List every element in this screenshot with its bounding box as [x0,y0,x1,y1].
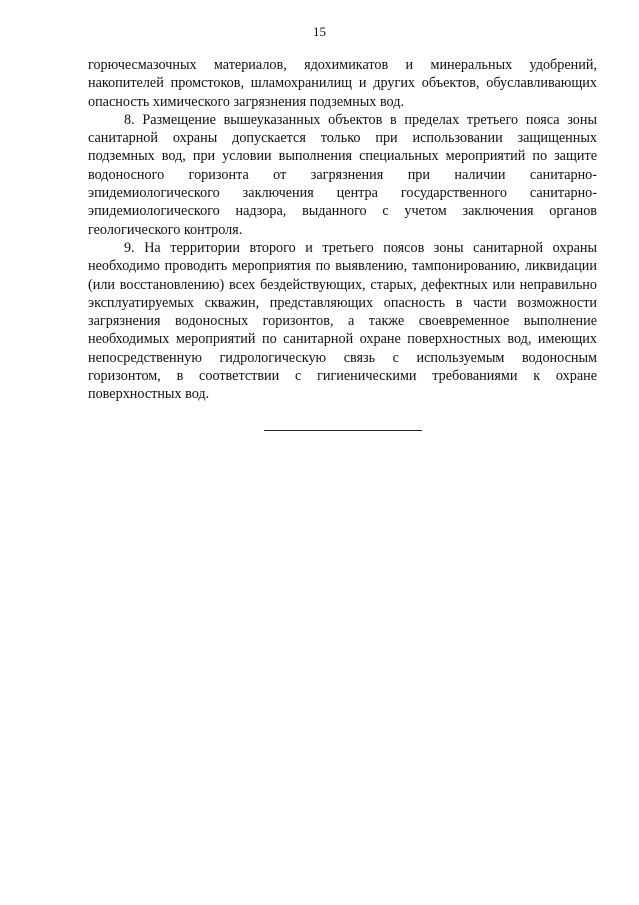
paragraph-8: 8. Размещение вышеуказанных объектов в пределах третьего пояса зоны санитарной охраны допускается только при использовании защищенных подземных вод, при условии выполнения специальных мероприятий по защите водоносного горизонта от загрязнения при наличии санитарно-эпидемиологического заключения центра государственного санитарно-эпидемиологического надзора, выданного с учетом заключения органов геологического контроля. [88,111,597,238]
page-number: 15 [313,24,326,39]
end-divider-line [264,430,422,431]
paragraph-continuation: горючесмазочных материалов, ядохимикатов и минеральных удобрений, накопителей промстоков, шламохранилищ и других объектов, обуславливающих опасность химического загрязнения подземных вод. [88,57,597,110]
document-body [88,56,597,404]
paragraph-9: 9. На территории второго и третьего поясов зоны санитарной охраны необходимо проводить мероприятия по выявлению, тампонированию, ликвидации (или восстановлению) всех бездействующих, старых, дефектных или неправильно эксплуатируемых скважин, представляющих опасность в части возможности загрязнения водоносных горизонтов, а также своевременное выполнение необходимых мероприятий по санитарной охране поверхностных вод, имеющих непосредственную гидрологическую связь с используемым водоносным горизонтом, в соответствии с гигиеническими требованиями к охране поверхностных вод. [88,239,597,403]
